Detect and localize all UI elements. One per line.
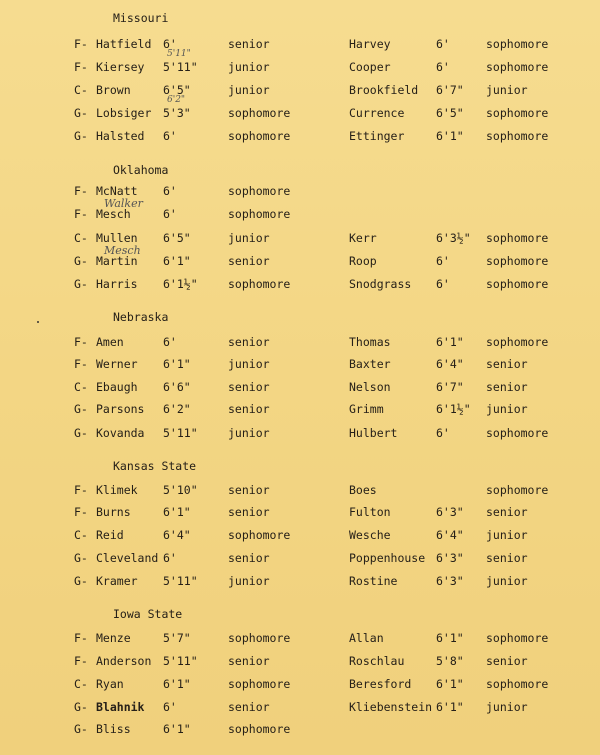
sub-height: 6'4"	[436, 528, 464, 542]
roster-row	[0, 505, 600, 523]
player-class: senior	[228, 505, 270, 519]
player-height: 6'	[163, 335, 177, 349]
player-height: 6'	[163, 551, 177, 565]
sub-name: Snodgrass	[349, 277, 412, 291]
position: F-	[74, 184, 88, 198]
player-name: Bliss	[96, 722, 131, 736]
sub-name: Thomas	[349, 335, 391, 349]
player-name: Menze	[96, 631, 131, 645]
roster-row	[0, 129, 600, 147]
player-name: Burns	[96, 505, 131, 519]
position: G-	[74, 551, 88, 565]
sub-class: senior	[486, 357, 528, 371]
sub-class: senior	[486, 654, 528, 668]
roster-row	[0, 335, 600, 353]
player-class: sophomore	[228, 722, 291, 736]
roster-row	[0, 722, 600, 740]
player-height: 6'4"	[163, 528, 191, 542]
position: G-	[74, 129, 88, 143]
player-height: 5'11"	[163, 60, 198, 74]
sub-height: 6'1½"	[436, 402, 471, 416]
position: F-	[74, 483, 88, 497]
sub-class: sophomore	[486, 129, 549, 143]
sub-name: Beresford	[349, 677, 412, 691]
team-heading: Oklahoma	[113, 163, 169, 177]
player-height: 6'	[163, 207, 177, 221]
position: C-	[74, 677, 88, 691]
roster-row	[0, 380, 600, 398]
player-class: senior	[228, 551, 270, 565]
sub-class: sophomore	[486, 60, 549, 74]
sub-height: 6'	[436, 254, 450, 268]
roster-row	[0, 106, 600, 124]
roster-row	[0, 184, 600, 202]
player-height: 6'1"	[163, 357, 191, 371]
sub-height: 6'	[436, 37, 450, 51]
team-heading: Iowa State	[113, 607, 183, 621]
player-height: 6'	[163, 184, 177, 198]
roster-row	[0, 700, 600, 718]
sub-height: 6'1"	[436, 335, 464, 349]
player-class: junior	[228, 231, 270, 245]
roster-row	[0, 426, 600, 444]
sub-name: Poppenhouse	[349, 551, 426, 565]
player-name: Mullen	[96, 231, 138, 245]
player-name: Kovanda	[96, 426, 145, 440]
position: G-	[74, 106, 88, 120]
sub-class: junior	[486, 402, 528, 416]
player-height: 6'	[163, 37, 177, 51]
sub-name: Wesche	[349, 528, 391, 542]
position: G-	[74, 574, 88, 588]
player-height: 6'1"	[163, 505, 191, 519]
position: G-	[74, 402, 88, 416]
position: C-	[74, 528, 88, 542]
roster-row	[0, 231, 600, 249]
player-height: 6'1½"	[163, 277, 198, 291]
player-name: Halsted	[96, 129, 145, 143]
roster-row	[0, 677, 600, 695]
player-class: senior	[228, 254, 270, 268]
sub-name: Kliebenstein	[349, 700, 433, 714]
sub-height: 6'7"	[436, 380, 464, 394]
player-class: sophomore	[228, 631, 291, 645]
player-name: Mesch	[96, 207, 131, 221]
ink-speck	[37, 321, 39, 323]
sub-height: 6'1"	[436, 700, 464, 714]
sub-height: 6'1"	[436, 677, 464, 691]
sub-class: junior	[486, 700, 528, 714]
sub-height: 6'3"	[436, 574, 464, 588]
player-name: Kramer	[96, 574, 138, 588]
sub-class: sophomore	[486, 106, 549, 120]
player-name: Kiersey	[96, 60, 145, 74]
player-class: senior	[228, 700, 270, 714]
position: G-	[74, 277, 88, 291]
sub-height: 6'3"	[436, 551, 464, 565]
player-class: sophomore	[228, 207, 291, 221]
sub-height: 6'3½"	[436, 231, 471, 245]
handwritten-name-note: Walker	[104, 197, 143, 210]
position: G-	[74, 722, 88, 736]
player-name: Blahnik	[96, 700, 145, 714]
sub-height: 6'3"	[436, 505, 464, 519]
player-height: 5'11"	[163, 574, 198, 588]
team-heading: Kansas State	[113, 459, 197, 473]
sub-name: Boes	[349, 483, 377, 497]
player-name: Martin	[96, 254, 138, 268]
sub-height: 6'	[436, 426, 450, 440]
player-name: Klimek	[96, 483, 138, 497]
position: F-	[74, 60, 88, 74]
handwritten-height-note: 6'2"	[167, 95, 186, 105]
player-class: junior	[228, 426, 270, 440]
sub-name: Hulbert	[349, 426, 398, 440]
sub-height: 6'1"	[436, 631, 464, 645]
roster-row	[0, 528, 600, 546]
position: F-	[74, 631, 88, 645]
sub-name: Allan	[349, 631, 384, 645]
sub-name: Baxter	[349, 357, 391, 371]
position: G-	[74, 426, 88, 440]
sub-class: junior	[486, 528, 528, 542]
sub-class: sophomore	[486, 677, 549, 691]
sub-class: senior	[486, 551, 528, 565]
position: F-	[74, 335, 88, 349]
player-name: Harris	[96, 277, 138, 291]
player-class: sophomore	[228, 106, 291, 120]
roster-row	[0, 574, 600, 592]
player-name: Amen	[96, 335, 124, 349]
team-heading: Nebraska	[113, 310, 169, 324]
player-name: Reid	[96, 528, 124, 542]
sub-height: 6'1"	[436, 129, 464, 143]
position: G-	[74, 700, 88, 714]
position: F-	[74, 37, 88, 51]
player-height: 6'	[163, 129, 177, 143]
sub-name: Grimm	[349, 402, 384, 416]
player-height: 5'11"	[163, 654, 198, 668]
sub-name: Harvey	[349, 37, 391, 51]
sub-name: Rostine	[349, 574, 398, 588]
roster-row	[0, 37, 600, 55]
sub-class: junior	[486, 574, 528, 588]
roster-row	[0, 83, 600, 101]
position: G-	[74, 254, 88, 268]
roster-row	[0, 402, 600, 420]
player-height: 6'2"	[163, 402, 191, 416]
player-height: 6'	[163, 700, 177, 714]
sub-class: senior	[486, 380, 528, 394]
roster-row	[0, 483, 600, 501]
position: F-	[74, 357, 88, 371]
player-class: sophomore	[228, 528, 291, 542]
player-name: Hatfield	[96, 37, 152, 51]
player-class: junior	[228, 357, 270, 371]
sub-class: sophomore	[486, 426, 549, 440]
sub-class: sophomore	[486, 277, 549, 291]
player-name: Parsons	[96, 402, 145, 416]
player-height: 6'5"	[163, 83, 191, 97]
sub-height: 6'5"	[436, 106, 464, 120]
player-height: 6'1"	[163, 677, 191, 691]
player-class: sophomore	[228, 277, 291, 291]
sub-class: sophomore	[486, 335, 549, 349]
player-class: senior	[228, 654, 270, 668]
player-name: McNatt	[96, 184, 138, 198]
player-class: junior	[228, 60, 270, 74]
player-class: junior	[228, 574, 270, 588]
player-height: 6'1"	[163, 722, 191, 736]
player-name: Lobsiger	[96, 106, 152, 120]
position: F-	[74, 654, 88, 668]
position: F-	[74, 505, 88, 519]
sub-class: sophomore	[486, 37, 549, 51]
player-class: sophomore	[228, 184, 291, 198]
roster-row	[0, 551, 600, 569]
sub-class: senior	[486, 505, 528, 519]
sub-name: Brookfield	[349, 83, 419, 97]
roster-row	[0, 60, 600, 78]
team-heading: Missouri	[113, 11, 169, 25]
player-height: 5'10"	[163, 483, 198, 497]
sub-height: 6'7"	[436, 83, 464, 97]
roster-row	[0, 254, 600, 272]
handwritten-name-note: Mesch	[104, 244, 141, 257]
position: C-	[74, 231, 88, 245]
player-height: 5'7"	[163, 631, 191, 645]
player-class: senior	[228, 37, 270, 51]
sub-class: junior	[486, 83, 528, 97]
sub-name: Fulton	[349, 505, 391, 519]
sub-name: Nelson	[349, 380, 391, 394]
roster-row	[0, 277, 600, 295]
player-class: senior	[228, 402, 270, 416]
player-height: 6'1"	[163, 254, 191, 268]
sub-class: sophomore	[486, 631, 549, 645]
player-name: Cleveland	[96, 551, 159, 565]
player-height: 6'5"	[163, 231, 191, 245]
sub-name: Kerr	[349, 231, 377, 245]
sub-name: Cooper	[349, 60, 391, 74]
player-height: 5'3"	[163, 106, 191, 120]
player-class: senior	[228, 380, 270, 394]
position: F-	[74, 207, 88, 221]
sub-height: 5'8"	[436, 654, 464, 668]
roster-row	[0, 357, 600, 375]
player-height: 6'6"	[163, 380, 191, 394]
player-class: junior	[228, 83, 270, 97]
player-class: senior	[228, 335, 270, 349]
sub-height: 6'4"	[436, 357, 464, 371]
sub-height: 6'	[436, 277, 450, 291]
player-name: Brown	[96, 83, 131, 97]
sub-name: Currence	[349, 106, 405, 120]
position: C-	[74, 380, 88, 394]
player-class: sophomore	[228, 129, 291, 143]
sub-name: Ettinger	[349, 129, 405, 143]
sub-class: sophomore	[486, 231, 549, 245]
sub-name: Roop	[349, 254, 377, 268]
sub-class: sophomore	[486, 483, 549, 497]
sub-class: sophomore	[486, 254, 549, 268]
player-name: Anderson	[96, 654, 152, 668]
player-class: senior	[228, 483, 270, 497]
sub-name: Roschlau	[349, 654, 405, 668]
player-name: Ryan	[96, 677, 124, 691]
player-class: sophomore	[228, 677, 291, 691]
roster-row	[0, 654, 600, 672]
player-name: Ebaugh	[96, 380, 138, 394]
player-name: Werner	[96, 357, 138, 371]
roster-row	[0, 631, 600, 649]
sub-height: 6'	[436, 60, 450, 74]
roster-row	[0, 207, 600, 225]
position: C-	[74, 83, 88, 97]
player-height: 5'11"	[163, 426, 198, 440]
handwritten-height-note: 5'11"	[167, 49, 191, 59]
